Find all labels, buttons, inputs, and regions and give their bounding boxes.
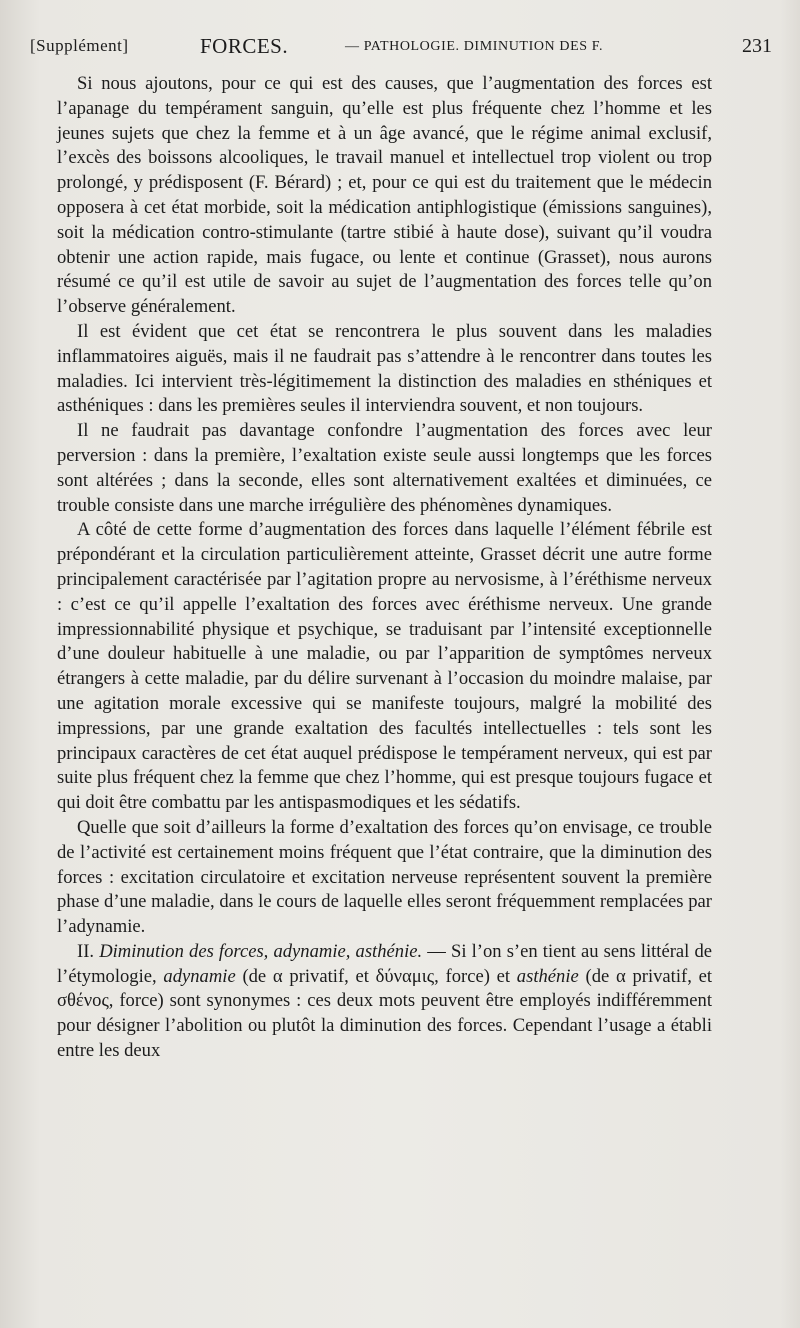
term-adynamie: adynamie bbox=[163, 965, 236, 987]
section-number: II. bbox=[77, 940, 95, 962]
section-heading: Diminution des forces, adynamie, asthénie. bbox=[99, 940, 423, 962]
page-number: 231 bbox=[742, 35, 772, 57]
section-text: — Si l’on s’en tient au sens littéral de l’étymologie, bbox=[57, 940, 713, 987]
running-header bbox=[30, 33, 772, 59]
header-subtitle: — PATHOLOGIE. DIMINUTION DES F. bbox=[345, 39, 604, 54]
section-text: (de α privatif, et δύναμις, force) et bbox=[235, 965, 517, 987]
paragraph: Si nous ajoutons, pour ce qui est des causes, que l’augmentation des forces est l’apanage du tempérament sanguin, qu’elle est plus fréquente chez l’homme et les jeunes sujets que chez la femme et à un âge avancé, que le régime animal exclusif, l’excès des boissons alcooliques, le travail manuel et intellectuel trop violent ou trop prolongé, y prédisposent (F. Bérard) ; et, pour ce qui est du traitement que le médecin opposera à cet état morbide, soit la médication antiphlogistique (émissions sanguines), soit la médication contro-stimulante (tartre stibié à haute dose), suivant qu’il voudra obtenir une action rapide, mais fugace, ou lente et continue (Grasset), nous aurons résumé ce qu’il est utile de savoir au sujet de l’augmentation des forces telle qu’on l’observe généralement. bbox=[57, 73, 712, 318]
body-text bbox=[57, 72, 712, 1064]
paragraph: Il est évident que cet état se rencontrera le plus souvent dans les maladies inflammatoires aiguës, mais il ne faudrait pas s’attendre à le rencontrer dans toutes les maladies. Ici intervient très-légitimement la distinction des maladies en sthéniques et asthéniques : dans les premières seules il interviendra souvent, et non toujours. bbox=[57, 320, 712, 417]
section-paragraph bbox=[57, 940, 712, 1064]
section-text: (de α privatif, et σθένος, force) sont synonymes : ces deux mots peuvent être employés indifféremment pour désigner l’abolition ou plutôt la diminution des forces. Cependant l’usage a établi entre les deux bbox=[57, 965, 712, 1062]
paragraph: A côté de cette forme d’augmentation des forces dans laquelle l’élément fébrile est prépondérant et la circulation particulièrement atteinte, Grasset décrit une autre forme principalement caractérisée par l’agitation propre au nervosisme, à l’éréthisme nerveux : c’est ce qu’il appelle l’exaltation des forces avec éréthisme nerveux. Une grande impressionnabilité physique et psychique, se traduisant par l’intensité exceptionnelle d’une douleur habituelle à une maladie, ou par l’apparition de symptômes nerveux étrangers à cette maladie, par du délire survenant à l’occasion du moindre malaise, par une agitation morale excessive qui se manifeste toujours, malgré la mobilité des impressions, par une grande exaltation des facultés intellectuelles : tels sont les principaux caractères de cet état auquel prédispose le tempérament nerveux, qui est par suite plus fréquent chez la femme que chez l’homme, qui est presque toujours fugace et qui doit être combattu par les antispasmodiques et les sédatifs. bbox=[57, 519, 712, 814]
header-title: FORCES. bbox=[200, 34, 289, 58]
paragraph: Il ne faudrait pas davantage confondre l’augmentation des forces avec leur perversion : dans la première, l’exaltation existe seule aussi longtemps que les forces sont altérées ; dans la seconde, elles sont alternativement exaltées et diminuées, ce trouble consiste dans une marche irrégulière des phénomènes dynamiques. bbox=[57, 420, 712, 516]
header-supplement: [Supplément] bbox=[30, 36, 129, 55]
paragraph: Quelle que soit d’ailleurs la forme d’exaltation des forces qu’on envisage, ce trouble de l’activité est certainement moins fréquent que l’état contraire, que la diminution des forces : excitation circulatoire et excitation nerveuse représentent souvent la première phase d’une maladie, dans le cours de laquelle elles seront fréquemment remplacées par l’adynamie. bbox=[57, 816, 712, 938]
term-asthenie: asthénie bbox=[516, 965, 579, 987]
